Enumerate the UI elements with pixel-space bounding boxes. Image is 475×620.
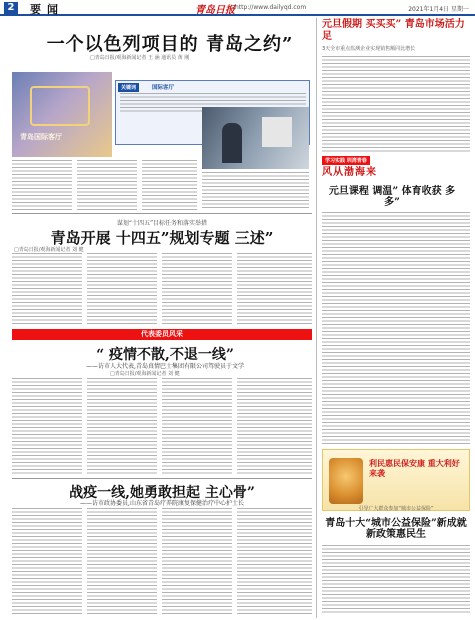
page-header bbox=[0, 0, 475, 16]
right-headline2[interactable]: 元旦课程 调温” 体育收获 多多” bbox=[328, 186, 456, 208]
right-sub3: 引导广大群众参加“城市公益保险” bbox=[358, 506, 434, 512]
story3-headline[interactable]: “ 疫情不散,不退一线” bbox=[96, 347, 234, 363]
story2-byline: □青岛日报/观海新闻记者 刘 健 bbox=[14, 247, 84, 253]
emblem-icon bbox=[30, 86, 90, 126]
story1-headline[interactable]: 一个以色列项目的 青岛之约” bbox=[46, 34, 294, 55]
story3-col1 bbox=[12, 378, 82, 476]
story2-col4 bbox=[237, 253, 312, 325]
section-band: 代表委员风采 bbox=[12, 329, 312, 340]
right-sub1: 3天全市重点监测企业实现销售额同比增长 bbox=[322, 46, 416, 52]
right-story3-text bbox=[322, 545, 470, 615]
divider bbox=[12, 478, 312, 479]
site-url[interactable]: http://www.dailyqd.com bbox=[235, 4, 307, 11]
story1-photo[interactable] bbox=[12, 72, 112, 157]
ad-image bbox=[329, 458, 363, 504]
story3-byline: □青岛日报/观海新闻记者 刘 健 bbox=[110, 371, 180, 377]
right-story2-text bbox=[322, 212, 470, 444]
poster-figure bbox=[262, 117, 292, 147]
story3-col3 bbox=[162, 378, 232, 476]
story3-col2 bbox=[87, 378, 157, 476]
right-headline1[interactable]: 元旦假期 买买买” 青岛市场活力足 bbox=[322, 19, 465, 42]
story1-col3 bbox=[142, 160, 197, 210]
page-number: 2 bbox=[4, 2, 18, 14]
divider bbox=[12, 213, 312, 214]
story1-byline: □青岛日报/观海新闻记者 王 涵 通讯员 黄 刚 bbox=[90, 55, 190, 61]
dateline: 2021年1月4日 星期一 bbox=[408, 6, 469, 13]
right-story1-text bbox=[322, 56, 470, 152]
story4-col1 bbox=[12, 508, 82, 616]
story2-col3 bbox=[162, 253, 232, 325]
column-divider bbox=[316, 18, 317, 618]
right-brand: 风从渤海来 bbox=[322, 167, 377, 178]
masthead-logo: 青岛日报 bbox=[195, 5, 235, 16]
story3-col4 bbox=[237, 378, 312, 476]
story2-col1 bbox=[12, 253, 82, 325]
ad-banner[interactable] bbox=[322, 449, 470, 511]
right-tag: 学习实践 圳湾青春 bbox=[322, 156, 370, 165]
ad-title: 利民惠民保安康 重大利好来袭 bbox=[369, 458, 460, 478]
story2-kicker: 谋划“十四五”目标任务和落实举措 bbox=[116, 220, 208, 227]
story4-col2 bbox=[87, 508, 157, 616]
story1-photo-right[interactable] bbox=[202, 107, 309, 169]
story1-col4 bbox=[202, 172, 309, 210]
story4-headline[interactable]: 战疫一线,她勇敢担起 主心骨” bbox=[69, 485, 255, 501]
section-name: 要闻 bbox=[30, 3, 64, 16]
right-headline3[interactable]: 青岛十大“城市公益保险”新成就 新政策惠民生 bbox=[325, 518, 467, 540]
photo-caption: 青岛国际客厅 bbox=[20, 133, 62, 141]
story4-col4 bbox=[237, 508, 312, 616]
person-figure bbox=[222, 123, 242, 163]
story4-col3 bbox=[162, 508, 232, 616]
keyword-label: 关键词 bbox=[118, 83, 139, 92]
story4-subhead: ——访市政协委员,山东省青岛疗养院康复保健治疗中心护士长 bbox=[80, 500, 244, 507]
story1-col1 bbox=[12, 160, 72, 210]
story3-subhead: ——访市人大代表,青岛真情巴士集团有限公司驾驶员于文学 bbox=[86, 363, 244, 370]
story1-col2 bbox=[77, 160, 137, 210]
keyword-title: 国际客厅 bbox=[152, 85, 175, 91]
story2-col2 bbox=[87, 253, 157, 325]
story2-headline[interactable]: 青岛开展 十四五”规划专题 三述” bbox=[50, 229, 274, 247]
